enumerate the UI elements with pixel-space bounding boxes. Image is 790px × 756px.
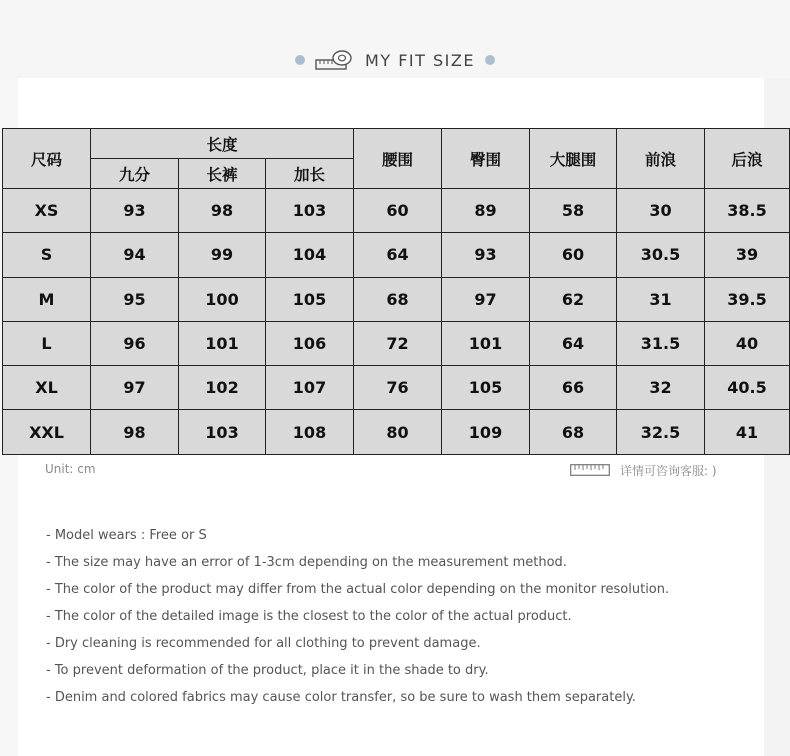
waist-header: 腰围 [354,129,442,189]
table-cell: 102 [179,366,266,410]
list-item: - The color of the detailed image is the closest to the color of the actual product. [46,609,572,624]
table-cell: 39.5 [705,277,790,321]
back-rise-header: 后浪 [705,129,790,189]
table-cell: 98 [91,410,179,454]
hip-header: 臀围 [442,129,530,189]
size-cell: S [3,233,91,277]
table-row [3,277,790,321]
table-row [3,233,790,277]
size-cell: XS [3,189,91,233]
table-cell: 103 [179,410,266,454]
table-cell: 101 [179,321,266,365]
front-rise-header: 前浪 [617,129,705,189]
length-extra-header: 加长 [266,159,354,189]
table-cell: 31 [617,277,705,321]
thigh-header: 大腿围 [530,129,617,189]
table-row [3,366,790,410]
table-cell: 76 [354,366,442,410]
ruler-icon [570,464,610,476]
size-cell: L [3,321,91,365]
table-cell: 104 [266,233,354,277]
table-cell: 97 [442,277,530,321]
table-cell: 39 [705,233,790,277]
table-cell: 30 [617,189,705,233]
table-cell: 72 [354,321,442,365]
page-title: MY FIT SIZE [365,50,475,70]
left-dot-icon [295,55,305,65]
table-cell: 105 [442,366,530,410]
table-cell: 66 [530,366,617,410]
right-dot-icon [485,55,495,65]
list-item: - The color of the product may differ from the actual color depending on the monitor resolution. [46,582,670,597]
table-cell: 30.5 [617,233,705,277]
table-cell: 97 [91,366,179,410]
list-item: - Dry cleaning is recommended for all clothing to prevent damage. [46,636,481,651]
table-cell: 38.5 [705,189,790,233]
size-cell: M [3,277,91,321]
table-cell: 98 [179,189,266,233]
table-cell: 107 [266,366,354,410]
table-cell: 106 [266,321,354,365]
table-cell: 40.5 [705,366,790,410]
table-cell: 80 [354,410,442,454]
table-cell: 108 [266,410,354,454]
list-item: - Denim and colored fabrics may cause color transfer, so be sure to wash them separately. [46,690,636,705]
table-cell: 68 [530,410,617,454]
table-cell: 95 [91,277,179,321]
table-cell: 105 [266,277,354,321]
list-item: - Model wears : Free or S [46,528,207,543]
length-ninth-header: 九分 [91,159,179,189]
table-cell: 103 [266,189,354,233]
table-cell: 68 [354,277,442,321]
size-table [2,128,790,455]
section-header [0,40,790,80]
table-cell: 58 [530,189,617,233]
table-cell: 96 [91,321,179,365]
table-cell: 62 [530,277,617,321]
size-cell: XXL [3,410,91,454]
table-cell: 93 [442,233,530,277]
table-cell: 109 [442,410,530,454]
table-cell: 94 [91,233,179,277]
table-cell: 99 [179,233,266,277]
table-row [3,410,790,454]
table-cell: 89 [442,189,530,233]
table-cell: 60 [530,233,617,277]
table-cell: 32 [617,366,705,410]
table-cell: 32.5 [617,410,705,454]
size-cell: XL [3,366,91,410]
table-row [3,189,790,233]
unit-label: Unit: cm [45,462,96,476]
table-cell: 101 [442,321,530,365]
measuring-tape-icon [315,49,355,71]
list-item: - To prevent deformation of the product, place it in the shade to dry. [46,663,489,678]
table-cell: 64 [354,233,442,277]
length-long-header: 长裤 [179,159,266,189]
contact-note: 详情可咨询客服: ) [620,464,717,478]
table-row [3,321,790,365]
table-cell: 64 [530,321,617,365]
list-item: - The size may have an error of 1-3cm depending on the measurement method. [46,555,567,570]
table-cell: 41 [705,410,790,454]
table-cell: 40 [705,321,790,365]
size-column-header: 尺码 [3,129,91,189]
care-notes-list [46,526,746,715]
table-cell: 93 [91,189,179,233]
table-cell: 31.5 [617,321,705,365]
table-cell: 100 [179,277,266,321]
length-header: 长度 [91,129,354,159]
table-cell: 60 [354,189,442,233]
